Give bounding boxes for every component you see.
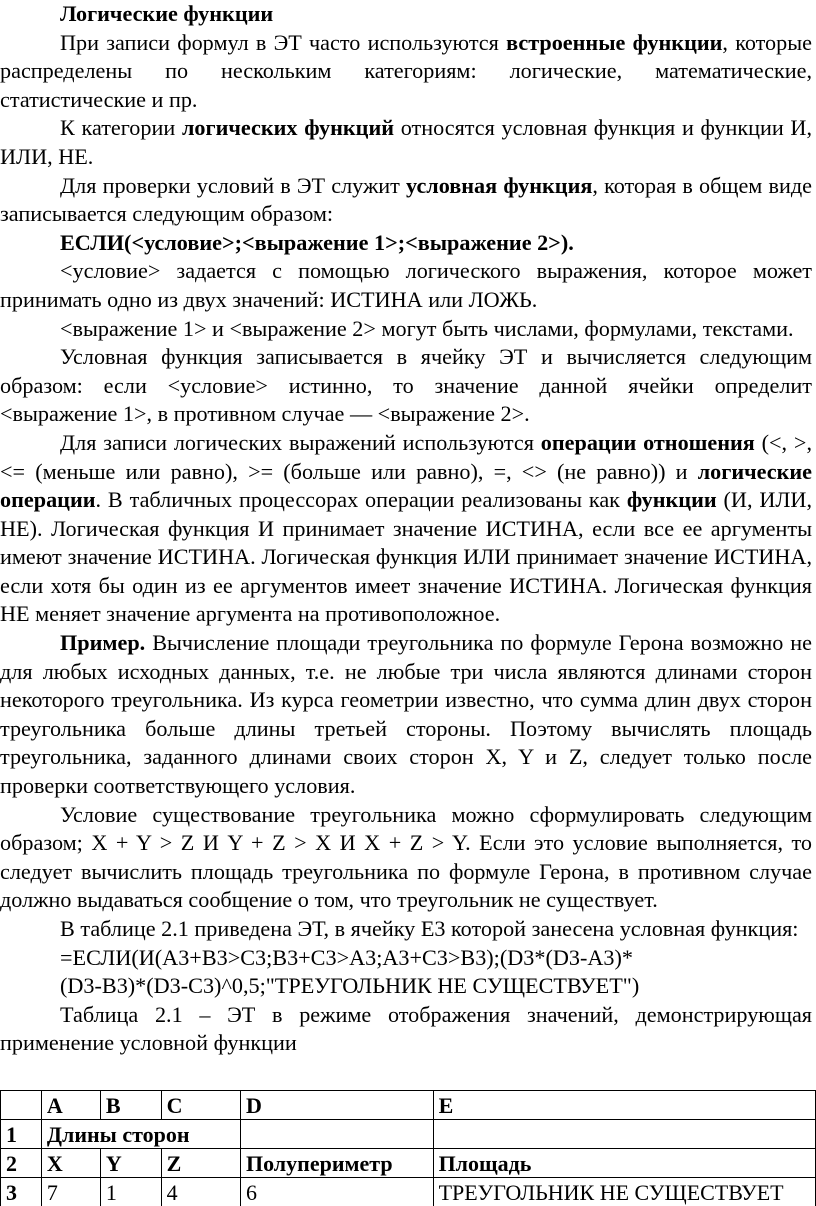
table-row xyxy=(1,1149,816,1178)
text-run: , которые распределены по нескольким категориям: логические, математические, статистические и пр. xyxy=(0,29,812,112)
text-run: Для записи логических выражений используются xyxy=(60,429,541,455)
table-cell: Длины сторон xyxy=(41,1120,240,1149)
text-run: . В табличных процессорах операции реализованы как xyxy=(95,487,627,513)
bold-term: условная функция xyxy=(406,172,593,198)
table-cell: Полупериметр xyxy=(240,1149,433,1178)
table-cell: X xyxy=(41,1149,100,1178)
bold-term: функции xyxy=(626,487,717,513)
paragraph-expressions: <выражение 1> и <выражение 2> могут быть числами, формулами, текстами. xyxy=(60,315,794,341)
paragraph-table-intro: В таблице 2.1 приведена ЭТ, в ячейку E3 которой занесена условная функция: xyxy=(60,916,799,941)
paragraph-builtin-functions xyxy=(0,29,812,115)
text-run: относятся условная функция и функции И, ИЛИ, НЕ. xyxy=(0,115,812,169)
bold-term: операции отношения xyxy=(540,429,755,455)
table-cell xyxy=(433,1120,815,1149)
column-header: C xyxy=(161,1091,240,1120)
example-label: Пример. xyxy=(60,630,146,656)
table-cell xyxy=(240,1120,433,1149)
paragraph-logical-functions xyxy=(0,114,812,171)
table-caption: Таблица 2.1 – ЭТ в режиме отображения значений, демонстрирующая применение условной функции xyxy=(0,1001,812,1056)
column-header: A xyxy=(41,1091,100,1120)
formula-line-1: =ЕСЛИ(И(A3+B3>C3;B3+C3>A3;A3+C3>B3);(D3*(D3-A3)* xyxy=(60,944,633,970)
row-header: 1 xyxy=(1,1120,42,1149)
formula-line-2: (D3-B3)*(D3-C3)^0,5;"ТРЕУГОЛЬНИК НЕ СУЩЕСТВУЕТ") xyxy=(60,973,640,999)
table-cell: 7 xyxy=(41,1178,100,1206)
row-header: 2 xyxy=(1,1149,42,1178)
text-run: (И, ИЛИ, НЕ). Логическая функция И принимает значение ИСТИНА, если все ее аргументы имеют значение ИСТИНА. Логическая функция ИЛИ принимает значение ИСТИНА, если хотя бы один из ее аргументов имеет значение ИСТИНА. Логическая функция НЕ меняет значение аргумента на противоположное. xyxy=(0,487,812,627)
bold-term: логические операции xyxy=(0,458,812,513)
text-run: Вычисление площади треугольника по формуле Герона возможно не для любых исходных данных, т.е. не любые три числа являются длинами сторон некоторого треугольника. Из курса геометрии известно, что сумма длин двух сторон треугольника больше длины третьей стороны. Поэтому вычислять площадь треугольника, заданного длинами своих сторон X, Y и Z, следует только после проверки соответствующего условия. xyxy=(0,630,812,799)
table-cell: 6 xyxy=(240,1178,433,1206)
column-header: B xyxy=(100,1091,161,1120)
text-run: При записи формул в ЭТ часто используются xyxy=(60,29,507,55)
bold-term: встроенные функции xyxy=(506,29,723,55)
table-cell: ТРЕУГОЛЬНИК НЕ СУЩЕСТВУЕТ xyxy=(433,1178,815,1206)
column-header: D xyxy=(240,1091,433,1120)
table-cell xyxy=(1,1091,42,1120)
table-cell: 4 xyxy=(161,1178,240,1206)
paragraph-evaluation: Условная функция записывается в ячейку ЭТ и вычисляется следующим образом: если <условие> истинно, то значение данной ячейки определит <выражение 1>, в противном случае — <выражение 2>. xyxy=(0,344,812,427)
table-cell: Z xyxy=(161,1149,240,1178)
paragraph-triangle-condition: Условие существование треугольника можно сформулировать следующим образом; X + Y > Z И Y + Z > X И X + Z > Y. Если это условие выполняется, то следует вычислить площадь треугольника по формуле Герона, в противном случае должно выдаваться сообщение о том, что треугольник не существует. xyxy=(0,801,812,913)
text-run: (<, >, <= (меньше или равно), >= (больше или равно), =, <> (не равно)) и xyxy=(0,429,812,484)
table-cell: Y xyxy=(100,1149,161,1178)
paragraph-conditional-function xyxy=(0,172,812,229)
paragraph-condition: <условие> задается с помощью логического выражения, которое может принимать одно из двух значений: ИСТИНА или ЛОЖЬ. xyxy=(0,258,812,312)
paragraph-example xyxy=(0,629,812,801)
table-cell: 1 xyxy=(100,1178,161,1206)
text-run: Для проверки условий в ЭТ служит xyxy=(60,172,407,198)
table-row xyxy=(1,1120,816,1149)
table-row xyxy=(1,1178,816,1206)
row-header: 3 xyxy=(1,1178,42,1206)
bold-term: логических функций xyxy=(181,115,395,141)
paragraph-operations xyxy=(0,429,812,629)
column-header: E xyxy=(433,1091,815,1120)
table-cell: Площадь xyxy=(433,1149,815,1178)
section-title: Логические функции xyxy=(60,1,274,26)
text-run: , которая в общем виде записывается следующим образом: xyxy=(0,172,812,227)
table-row xyxy=(1,1091,816,1120)
spreadsheet-table xyxy=(0,1090,816,1206)
text-run: К категории xyxy=(60,115,182,141)
if-syntax: ЕСЛИ(<условие>;<выражение 1>;<выражение 2>). xyxy=(60,229,574,255)
